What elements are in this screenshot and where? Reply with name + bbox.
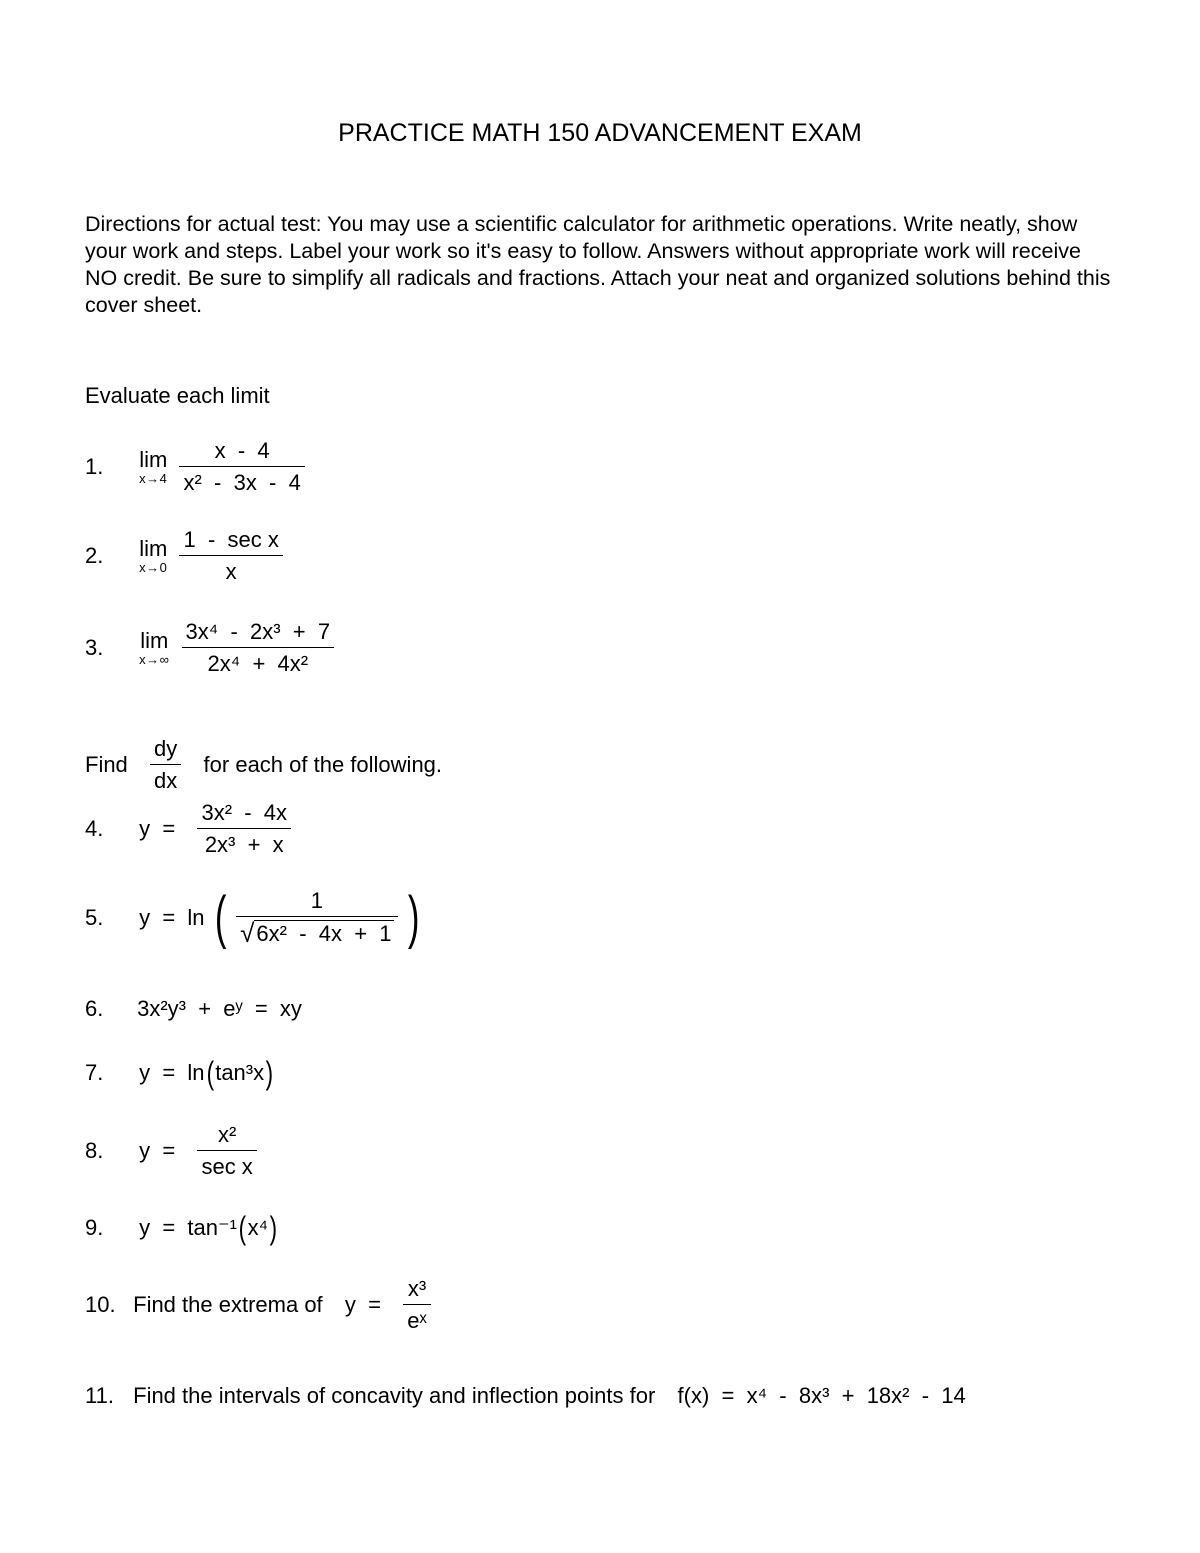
problem-2: [85, 527, 283, 585]
fraction: [403, 1276, 430, 1334]
fraction: [179, 527, 282, 585]
section-heading-limits: Evaluate each limit: [85, 383, 270, 408]
lim-word: lim: [140, 628, 169, 653]
problem-9: [85, 1212, 279, 1244]
function-expression: f(x) = x⁴ - 8x³ + 18x² - 14: [677, 1383, 966, 1409]
lhs: y = tan⁻¹: [139, 1215, 237, 1240]
limit-subscript: x→∞: [139, 652, 170, 667]
denominator-root: [236, 916, 397, 948]
fraction: [197, 800, 291, 858]
limit-operator: [139, 448, 167, 486]
denominator: sec x: [197, 1150, 256, 1180]
right-paren-icon: ): [269, 1210, 278, 1246]
lhs: y = ln: [139, 905, 205, 930]
problem-text: Find the extrema of: [133, 1292, 323, 1317]
problem-text: Find the intervals of concavity and inflection points for: [133, 1383, 656, 1409]
problem-6: [85, 995, 302, 1022]
lim-word: lim: [139, 536, 168, 561]
problem-number: 9.: [85, 1215, 104, 1240]
find-suffix: for each of the following.: [203, 752, 443, 777]
limit-subscript: x→0: [139, 560, 168, 575]
numerator: x - 4: [214, 438, 270, 463]
numerator: 3x⁴ - 2x³ + 7: [185, 619, 331, 644]
problem-1: [85, 438, 305, 496]
numerator: x²: [217, 1122, 237, 1147]
equation: 3x²y³ + eʸ = xy: [137, 996, 302, 1022]
problem-number: 5.: [85, 905, 104, 930]
problem-number: 7.: [85, 1060, 104, 1085]
right-paren-icon: ): [265, 1055, 274, 1091]
problem-4: [85, 800, 291, 858]
denominator: 2x³ + x: [197, 828, 291, 858]
dy-dx-fraction: [150, 736, 181, 794]
problem-number: 1.: [85, 454, 104, 479]
problem-number: 11.: [85, 1383, 114, 1409]
numerator: 3x² - 4x: [201, 800, 288, 825]
inner-expression: tan³x: [215, 1060, 265, 1085]
left-paren-icon: (: [206, 1055, 214, 1091]
limit-operator: [139, 629, 169, 667]
lhs: y =: [139, 816, 176, 841]
directions-text: Directions for actual test: You may use a scientific calculator for arithmetic operations. Write neatly, show your work and steps. Label your work so it's easy to follow. Answers without appropriate work will receive NO credit. Be sure to simplify all radicals and fractions. Attach your neat and organized solutions behind this cover sheet.: [85, 212, 1111, 317]
numerator: dy: [154, 736, 178, 761]
denominator: x² - 3x - 4: [179, 466, 304, 496]
numerator: 1 - sec x: [183, 527, 279, 552]
problem-8: [85, 1122, 257, 1180]
fraction: [179, 438, 304, 496]
left-paren-icon: (: [214, 885, 227, 950]
limit-operator: [139, 537, 167, 575]
lhs: y = ln: [139, 1060, 205, 1085]
problem-number: 8.: [85, 1138, 104, 1163]
page-title: PRACTICE MATH 150 ADVANCEMENT EXAM: [338, 119, 862, 147]
right-paren-icon: ): [407, 885, 420, 950]
problem-number: 4.: [85, 816, 104, 841]
problem-3: [85, 619, 334, 677]
inner-expression: x⁴: [247, 1215, 269, 1240]
numerator: x³: [407, 1276, 427, 1301]
limit-subscript: x→4: [139, 471, 168, 486]
lhs: y =: [344, 1292, 381, 1317]
fraction: [197, 1122, 256, 1180]
lim-word: lim: [139, 447, 168, 472]
sqrt-icon: √: [240, 918, 255, 948]
problem-11: [85, 1382, 966, 1409]
denominator: eˣ: [403, 1304, 430, 1334]
numerator: 1: [310, 888, 323, 913]
denominator: 2x⁴ + 4x²: [182, 647, 335, 677]
find-prefix: Find: [85, 752, 128, 777]
problem-number: 6.: [85, 996, 104, 1022]
section-heading-derivatives: [85, 736, 442, 794]
problem-number: 10.: [85, 1292, 116, 1317]
fraction: [182, 619, 335, 677]
problem-7: [85, 1057, 275, 1089]
left-paren-icon: (: [238, 1210, 247, 1246]
denominator: dx: [150, 764, 181, 794]
problem-10: [85, 1276, 431, 1334]
problem-number: 3.: [85, 635, 104, 660]
fraction: [236, 888, 397, 948]
problem-5: [85, 885, 423, 950]
radicand: 6x² - 4x + 1: [256, 921, 392, 946]
lhs: y =: [139, 1138, 176, 1163]
problem-number: 2.: [85, 543, 104, 568]
denominator: x: [179, 555, 282, 585]
